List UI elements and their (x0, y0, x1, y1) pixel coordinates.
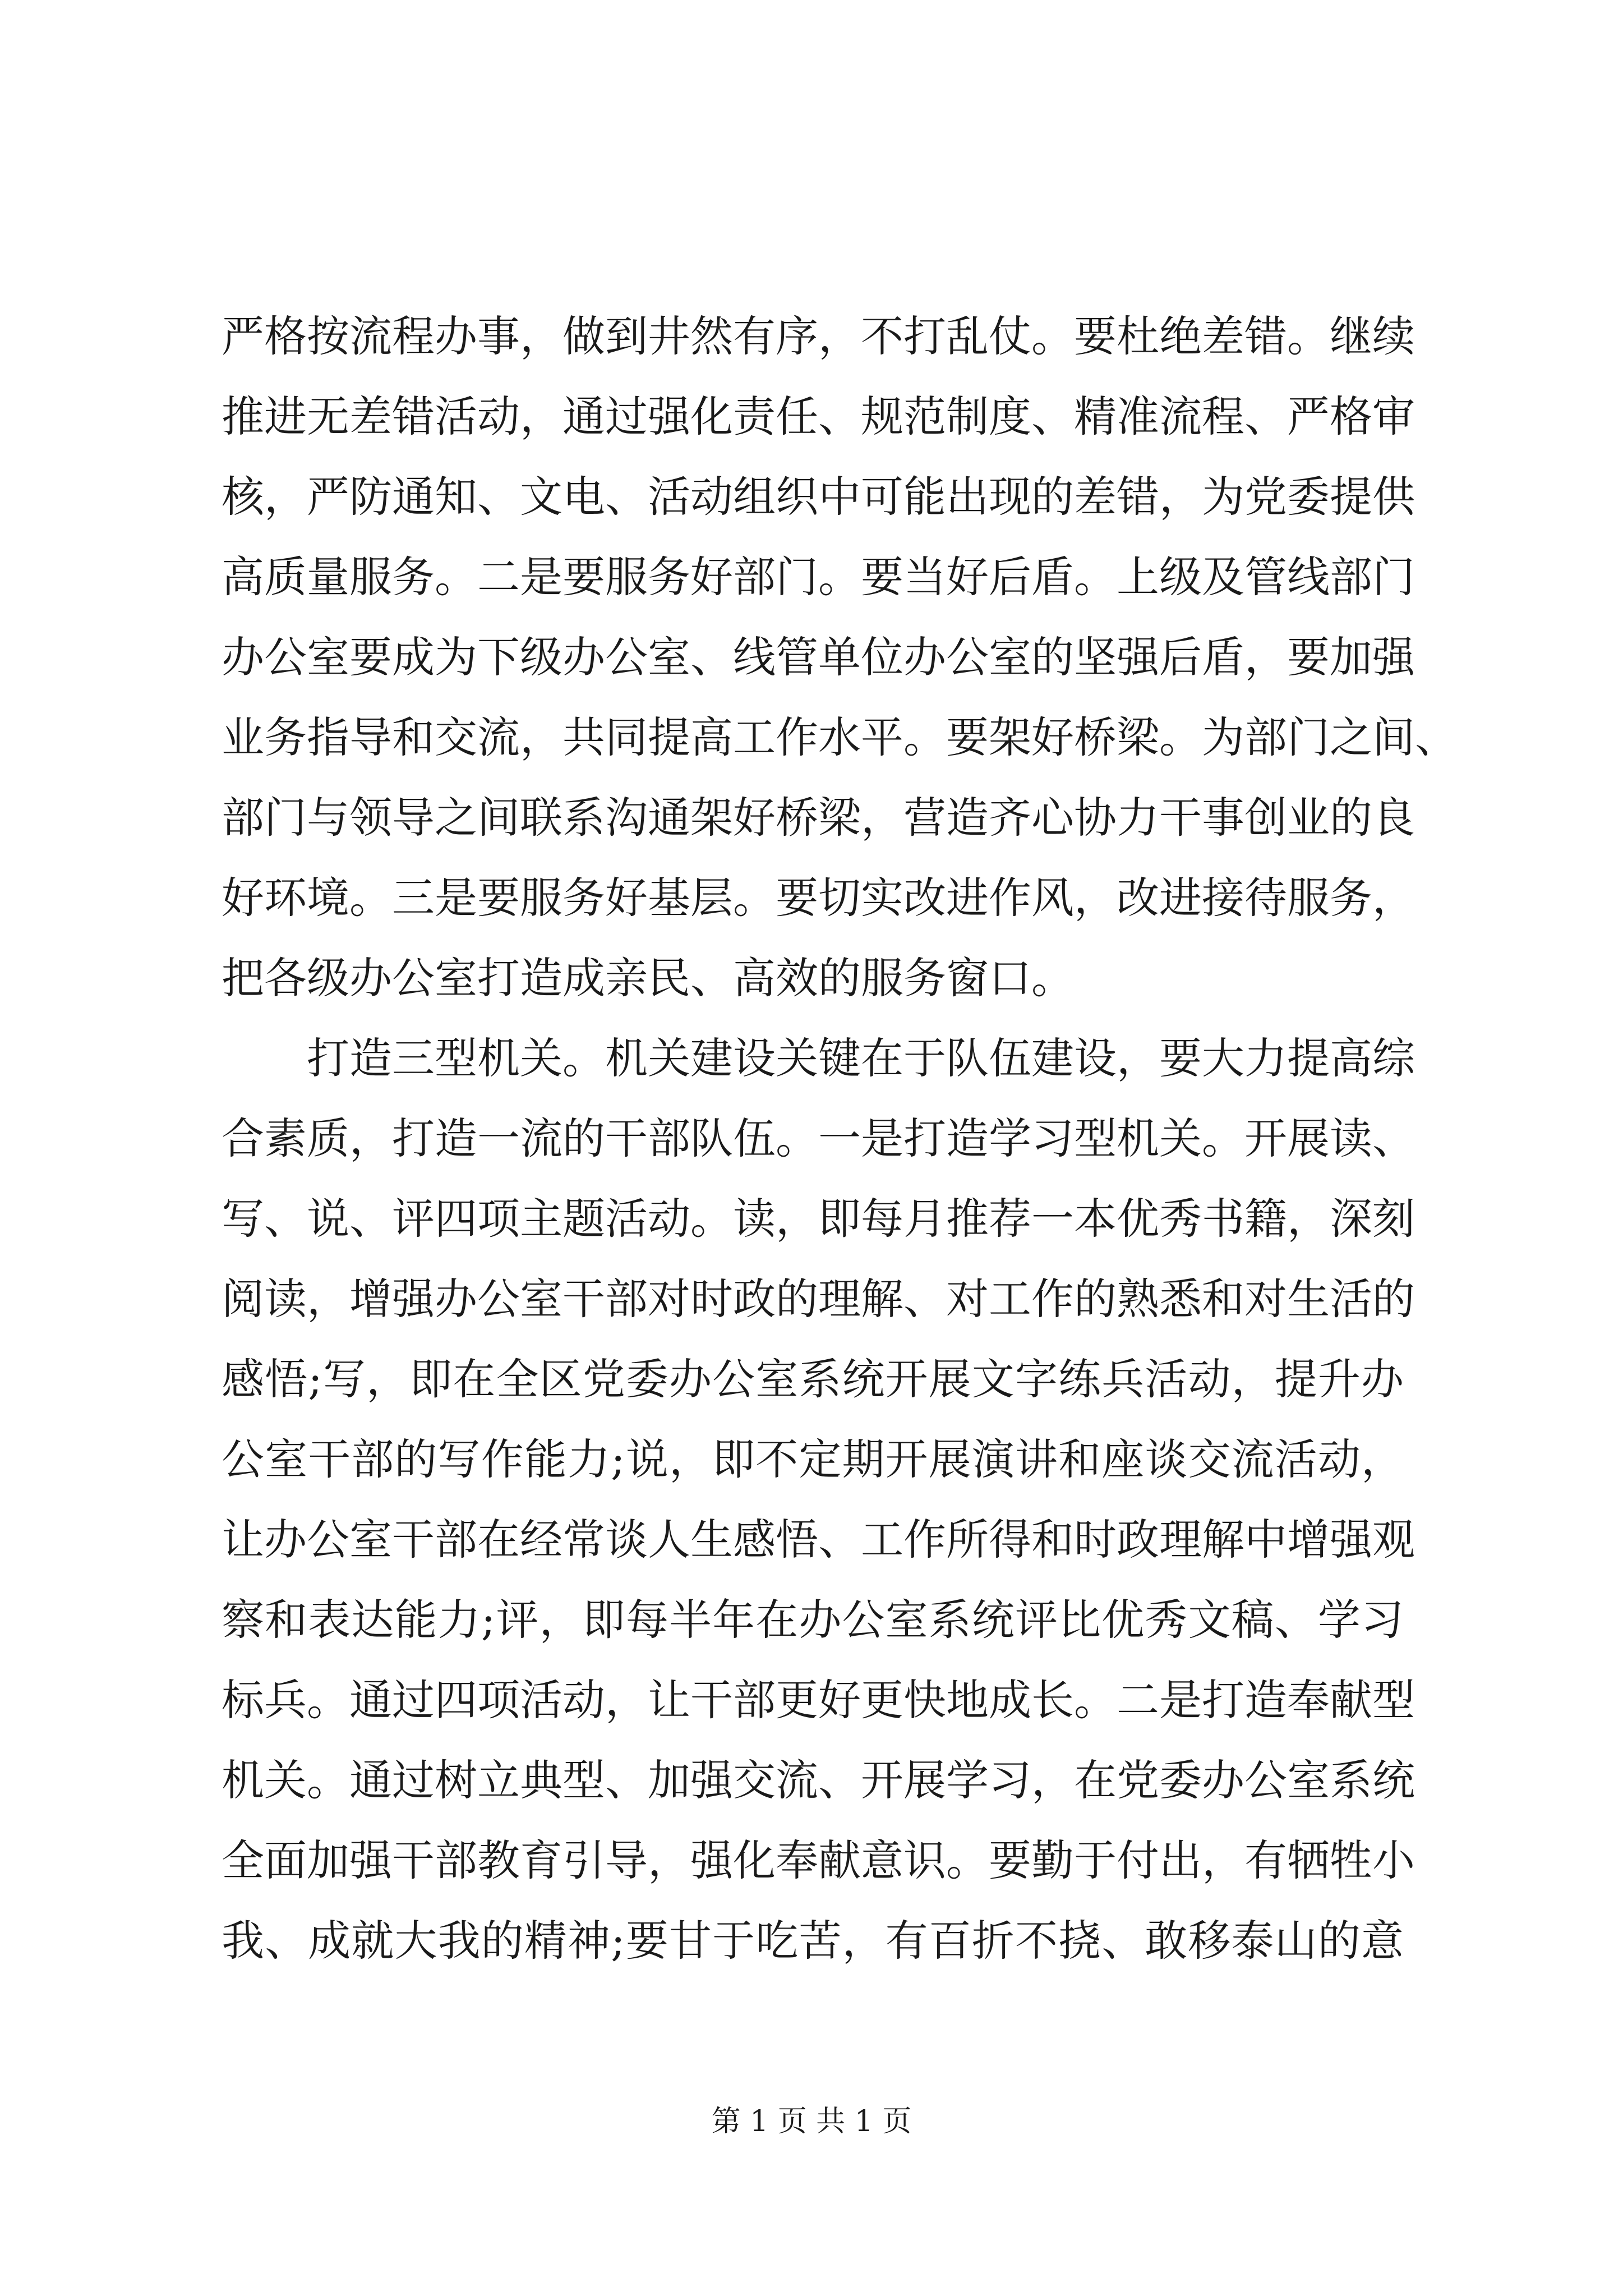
text-line: 感悟;写，即在全区党委办公室系统开展文字练兵活动，提升办 (222, 1354, 1404, 1404)
text-line: 公室干部的写作能力;说，即不定期开展演讲和座谈交流活动， (222, 1434, 1404, 1484)
text-line: 标兵。通过四项活动，让干部更好更快地成长。二是打造奉献型 (222, 1675, 1415, 1725)
text-line: 打造三型机关。机关建设关键在于队伍建设，要大力提高综 (307, 1033, 1415, 1083)
text-line: 核，严防通知、文电、活动组织中可能出现的差错，为党委提供 (222, 472, 1415, 522)
text-line: 把各级办公室打造成亲民、高效的服务窗口。 (222, 953, 1074, 1003)
text-line: 业务指导和交流，共同提高工作水平。要架好桥梁。为部门之间、 (222, 712, 1458, 762)
text-line: 好环境。三是要服务好基层。要切实改进作风，改进接待服务， (222, 873, 1415, 923)
page-footer: 第 1 页 共 1 页 (711, 2105, 912, 2138)
text-line: 高质量服务。二是要服务好部门。要当好后盾。上级及管线部门 (222, 552, 1415, 602)
document-body (222, 296, 1458, 1981)
text-line: 严格按流程办事，做到井然有序，不打乱仗。要杜绝差错。继续 (222, 311, 1415, 361)
text-line: 阅读，增强办公室干部对时政的理解、对工作的熟悉和对生活的 (222, 1274, 1415, 1324)
text-line: 机关。通过树立典型、加强交流、开展学习，在党委办公室系统 (222, 1755, 1415, 1805)
text-line: 全面加强干部教育引导，强化奉献意识。要勤于付出，有牺牲小 (222, 1835, 1415, 1885)
text-line: 合素质，打造一流的干部队伍。一是打造学习型机关。开展读、 (222, 1114, 1415, 1163)
text-line: 办公室要成为下级办公室、线管单位办公室的坚强后盾，要加强 (222, 632, 1415, 682)
text-line: 察和表达能力;评，即每半年在办公室系统评比优秀文稿、学习 (222, 1595, 1404, 1645)
text-line: 我、成就大我的精神;要甘于吃苦，有百折不挠、敢移泰山的意 (222, 1916, 1404, 1966)
text-line: 推进无差错活动，通过强化责任、规范制度、精准流程、严格审 (222, 392, 1415, 441)
text-line: 写、说、评四项主题活动。读，即每月推荐一本优秀书籍，深刻 (222, 1194, 1415, 1244)
text-line: 让办公室干部在经常谈人生感悟、工作所得和时政理解中增强观 (222, 1515, 1415, 1565)
text-line: 部门与领导之间联系沟通架好桥梁，营造齐心协力干事创业的良 (222, 793, 1415, 843)
